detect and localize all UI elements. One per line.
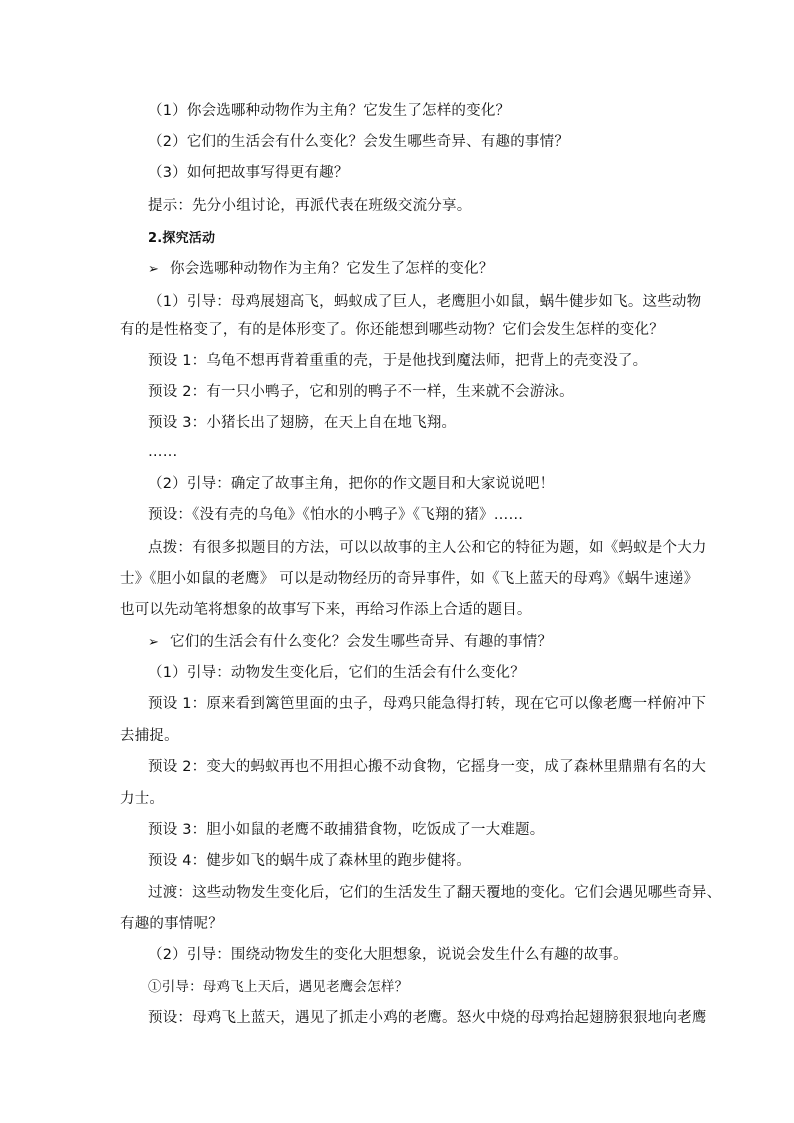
bullet-heading-1-text: 你会选哪种动物作为主角？它发生了怎样的变化？ (170, 261, 494, 277)
preset-4-line-1: 预设 1：原来看到篱笆里面的虫子，母鸡只能急得打转，现在它可以像老鹰一样俯冲下 (148, 696, 707, 712)
preset-3: 预设 3：小猪长出了翅膀，在天上自在地飞翔。 (148, 415, 457, 431)
preset-6: 预设 3：胆小如鼠的老鹰不敢捕猎食物，吃饭成了一大难题。 (148, 822, 545, 838)
guide-1-line-2: 有的是性格变了，有的是体形变了。你还能想到哪些动物？它们会发生怎样的变化？ (120, 322, 664, 338)
preset-8: 预设：母鸡飞上蓝天，遇见了抓走小鸡的老鹰。怒火中烧的母鸡抬起翅膀狠狠地向老鹰 (148, 1010, 707, 1026)
preset-7: 预设 4：健步如飞的蜗牛成了森林里的跑步健将。 (148, 853, 471, 869)
preset-1: 预设 1：乌龟不想再背着重重的壳，于是他找到魔法师，把背上的壳变没了。 (148, 353, 648, 369)
arrow-bullet-icon: ➢ (148, 635, 160, 650)
preset-2: 预设 2：有一只小鸭子，它和别的鸭子不一样，生来就不会游泳。 (148, 384, 574, 400)
preset-4-line-2: 去捕捉。 (120, 728, 179, 744)
question-3: （3）如何把故事写得更有趣？ (148, 165, 349, 181)
preset-titles: 预设：《没有壳的乌龟》《怕水的小鸭子》《飞翔的猪》…… (148, 507, 524, 523)
guide-2: （2）引导：确定了故事主角，把你的作文题目和大家说说吧！ (148, 476, 555, 492)
transition-line-2: 有趣的事情呢？ (120, 916, 223, 932)
hint-paragraph: 提示：先分小组讨论，再派代表在班级交流分享。 (148, 198, 472, 214)
guide-1-line-1: （1）引导：母鸡展翅高飞，蚂蚁成了巨人，老鹰胆小如鼠，蜗牛健步如飞。这些动物 (148, 294, 702, 310)
arrow-bullet-icon: ➢ (148, 262, 160, 277)
question-1: （1）你会选哪种动物作为主角？它发生了怎样的变化？ (148, 103, 511, 119)
guide-4: （2）引导：围绕动物发生的变化大胆想象，说说会发生什么有趣的故事。 (148, 947, 628, 963)
tip-line-3: 也可以先动笔将想象的故事写下来，再给习作添上合适的题目。 (120, 602, 532, 618)
guide-3: （1）引导：动物发生变化后，它们的生活会有什么变化？ (148, 665, 525, 681)
preset-5-line-2: 力士。 (120, 791, 165, 807)
bullet-heading-2-text: 它们的生活会有什么变化？会发生哪些奇异、有趣的事情？ (170, 634, 553, 650)
ellipsis-line: …… (148, 444, 178, 460)
question-2: （2）它们的生活会有什么变化？会发生哪些奇异、有趣的事情？ (148, 134, 570, 150)
bullet-heading-2 (148, 632, 552, 653)
tip-line-1: 点拨：有很多拟题目的方法，可以以故事的主人公和它的特征为题，如《蚂蚁是个大力 (148, 540, 707, 556)
sub-guide: ①引导：母鸡飞上天后，遇见老鹰会怎样？ (148, 979, 409, 995)
transition-line-1: 过渡：这些动物发生变化后，它们的生活发生了翻天覆地的变化。它们会遇见哪些奇异、 (148, 885, 722, 901)
tip-line-2: 士》《胆小如鼠的老鹰》 可以是动物经历的奇异事件，如《飞上蓝天的母鸡》《蜗牛速递》 (120, 571, 699, 587)
preset-5-line-1: 预设 2：变大的蚂蚁再也不用担心搬不动食物，它摇身一变，成了森林里鼎鼎有名的大 (148, 759, 707, 775)
section-heading: 2.探究活动 (148, 231, 216, 246)
bullet-heading-1 (148, 259, 493, 280)
